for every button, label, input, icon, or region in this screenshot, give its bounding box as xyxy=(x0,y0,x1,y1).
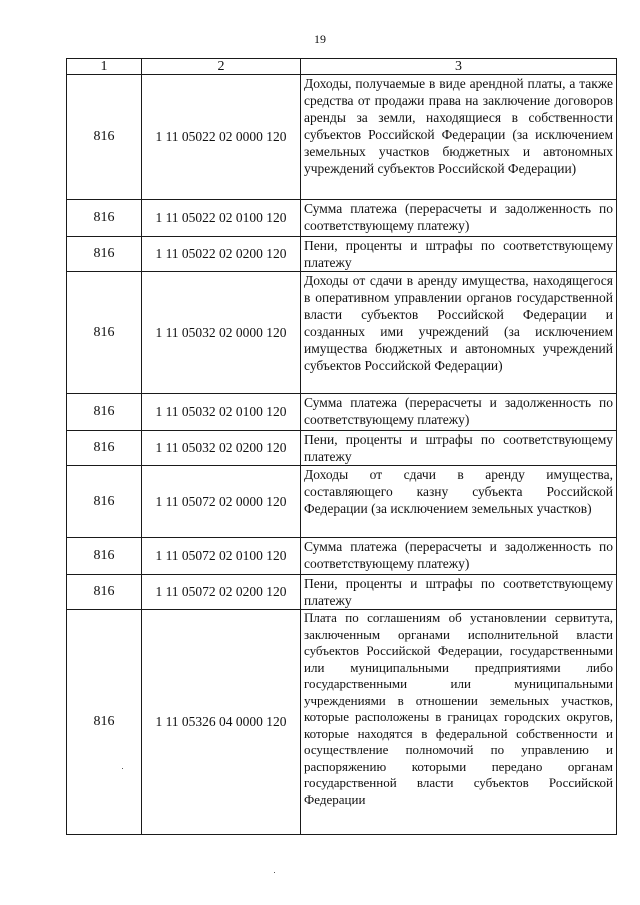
table-row xyxy=(67,272,617,394)
description-cell: Плата по соглашениям об установлении сервитута, заключенным органами исполнительной власти субъектов Российской Федерации, государственными или муниципальными предприятиями либо государственными или муниципальными учреждениями в отношении земельных участков, которые расположены в границах городских округов, которые находятся в федеральной собственности и осуществление полномочий по управлению и распоряжению которыми передано органам государственной власти субъектов Российской Федерации xyxy=(301,610,617,835)
table-row xyxy=(67,75,617,200)
admin-code-cell: 816 xyxy=(67,538,142,575)
table-header-row xyxy=(67,59,617,75)
scan-speck xyxy=(274,872,275,873)
table-row xyxy=(67,431,617,466)
table-row xyxy=(67,237,617,272)
description-cell: Пени, проценты и штрафы по соответствующему платежу xyxy=(301,431,617,466)
page-number: 19 xyxy=(314,32,326,46)
description-cell: Доходы от сдачи в аренду имущества, составляющего казну субъекта Российской Федерации (за исключением земельных участков) xyxy=(301,466,617,538)
budget-code-cell: 1 11 05022 02 0200 120 xyxy=(142,237,301,272)
budget-code-cell: 1 11 05326 04 0000 120 xyxy=(142,610,301,835)
admin-code-cell: 816 xyxy=(67,394,142,431)
admin-code-cell: 816 xyxy=(67,610,142,835)
description-cell: Сумма платежа (перерасчеты и задолженность по соответствующему платежу) xyxy=(301,538,617,575)
table-row xyxy=(67,575,617,610)
description-cell: Пени, проценты и штрафы по соответствующему платежу xyxy=(301,575,617,610)
budget-code-cell: 1 11 05032 02 0000 120 xyxy=(142,272,301,394)
description-cell: Сумма платежа (перерасчеты и задолженность по соответствующему платежу) xyxy=(301,394,617,431)
budget-code-cell: 1 11 05072 02 0200 120 xyxy=(142,575,301,610)
admin-code-cell: 816 xyxy=(67,431,142,466)
column-header-2: 2 xyxy=(142,59,301,75)
table-row xyxy=(67,394,617,431)
description-cell: Сумма платежа (перерасчеты и задолженность по соответствующему платежу) xyxy=(301,200,617,237)
scan-speck xyxy=(122,768,123,769)
column-header-1: 1 xyxy=(67,59,142,75)
admin-code-cell: 816 xyxy=(67,75,142,200)
budget-code-cell: 1 11 05072 02 0000 120 xyxy=(142,466,301,538)
table-row xyxy=(67,200,617,237)
budget-codes-table xyxy=(66,58,617,835)
admin-code-cell: 816 xyxy=(67,200,142,237)
budget-code-cell: 1 11 05032 02 0200 120 xyxy=(142,431,301,466)
admin-code-cell: 816 xyxy=(67,575,142,610)
admin-code-cell: 816 xyxy=(67,272,142,394)
budget-code-cell: 1 11 05022 02 0100 120 xyxy=(142,200,301,237)
description-cell: Доходы, получаемые в виде арендной платы, а также средства от продажи права на заключение договоров аренды за земли, находящиеся в собственности субъектов Российской Федерации (за исключением земельных участков бюджетных и автономных учреждений субъектов Российской Федерации) xyxy=(301,75,617,200)
admin-code-cell: 816 xyxy=(67,466,142,538)
table-row xyxy=(67,610,617,835)
admin-code-cell: 816 xyxy=(67,237,142,272)
column-header-3: 3 xyxy=(301,59,617,75)
table-row xyxy=(67,538,617,575)
description-cell: Пени, проценты и штрафы по соответствующему платежу xyxy=(301,237,617,272)
budget-code-cell: 1 11 05032 02 0100 120 xyxy=(142,394,301,431)
table-row xyxy=(67,466,617,538)
budget-code-cell: 1 11 05022 02 0000 120 xyxy=(142,75,301,200)
budget-code-cell: 1 11 05072 02 0100 120 xyxy=(142,538,301,575)
description-cell: Доходы от сдачи в аренду имущества, находящегося в оперативном управлении органов государственной власти субъектов Российской Федерации и созданных ими учреждений (за исключением имущества бюджетных и автономных учреждений субъектов Российской Федерации) xyxy=(301,272,617,394)
